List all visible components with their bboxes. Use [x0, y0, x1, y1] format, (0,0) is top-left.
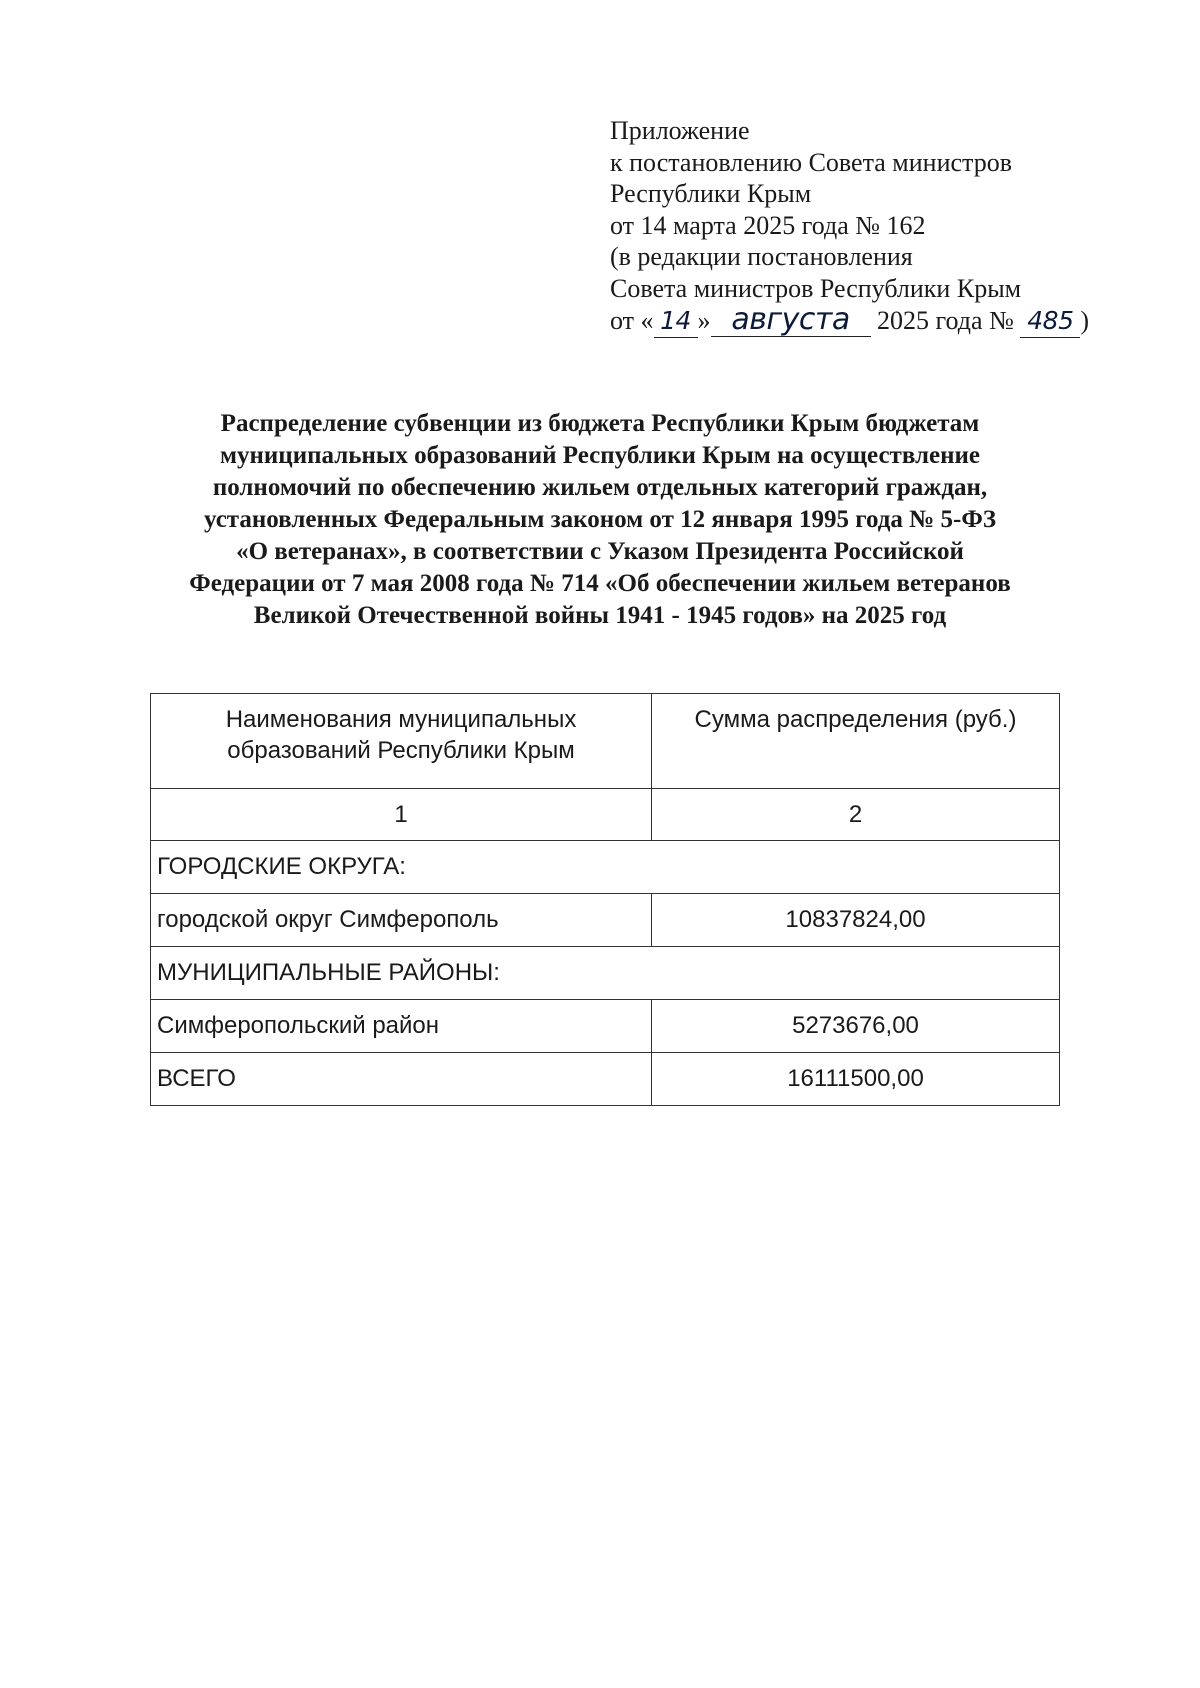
resolution-ref: к постановлению Совета министров	[610, 147, 1012, 177]
column-number: 1	[151, 789, 652, 841]
table-header-row	[151, 694, 1060, 789]
handwritten-month: августа	[711, 304, 871, 337]
year-text: 2025 года №	[877, 306, 1014, 335]
header-text: Наименования муниципальных	[225, 706, 577, 733]
title-line: Великой Отечественной войны 1941 - 1945 годов» на 2025 год	[253, 602, 947, 629]
total-label: ВСЕГО	[151, 1053, 652, 1106]
total-amount: 16111500,00	[652, 1053, 1060, 1106]
appendix-label: Приложение	[610, 116, 750, 145]
title-line: полномочий по обеспечению жильем отдельных категорий граждан,	[212, 474, 988, 501]
total-row	[151, 1053, 1060, 1106]
amount-value: 10837824,00	[652, 894, 1060, 947]
date-mid-quote: »	[697, 306, 711, 335]
council-name: Совета министров Республики Крым	[610, 273, 1022, 303]
table-row	[151, 1000, 1060, 1053]
municipality-name: Симферопольский район	[151, 1000, 652, 1053]
title-line: муниципальных образований Республики Крым на осуществление	[219, 442, 981, 469]
document-title	[130, 408, 1070, 632]
title-line: Распределение субвенции из бюджета Республики Крым бюджетам	[220, 410, 980, 437]
amendment-date-line	[610, 304, 1100, 336]
title-line: Федерации от 7 мая 2008 года № 714 «Об обеспечении жильем ветеранов	[189, 570, 1011, 597]
handwritten-day: 14	[654, 305, 698, 338]
section-heading: МУНИЦИПАЛЬНЫЕ РАЙОНЫ:	[151, 947, 1060, 1000]
title-line: установленных Федеральным законом от 12 января 1995 года № 5-ФЗ	[203, 506, 997, 533]
close-paren: )	[1080, 306, 1090, 335]
edition-note: (в редакции постановления	[610, 242, 913, 271]
section-row	[151, 841, 1060, 894]
distribution-table	[150, 693, 1060, 1106]
column-number: 2	[652, 789, 1060, 841]
column-number-row	[151, 789, 1060, 841]
municipality-name: городской округ Симферополь	[151, 894, 652, 947]
title-line: «О ветеранах», в соответствии с Указом Президента Российской	[236, 538, 964, 565]
date-prefix: от «	[610, 306, 654, 335]
original-date: от 14 марта 2025 года № 162	[610, 210, 926, 240]
handwritten-number: 485	[1020, 305, 1080, 338]
appendix-header	[610, 115, 1100, 336]
table-row	[151, 894, 1060, 947]
section-row	[151, 947, 1060, 1000]
amount-value: 5273676,00	[652, 1000, 1060, 1053]
republic-name: Республики Крым	[610, 179, 812, 208]
header-cell-municipality	[151, 694, 652, 789]
header-text: образований Республики Крым	[227, 737, 575, 764]
header-cell-amount: Сумма распределения (руб.)	[652, 694, 1060, 789]
section-heading: ГОРОДСКИЕ ОКРУГА:	[151, 841, 1060, 894]
